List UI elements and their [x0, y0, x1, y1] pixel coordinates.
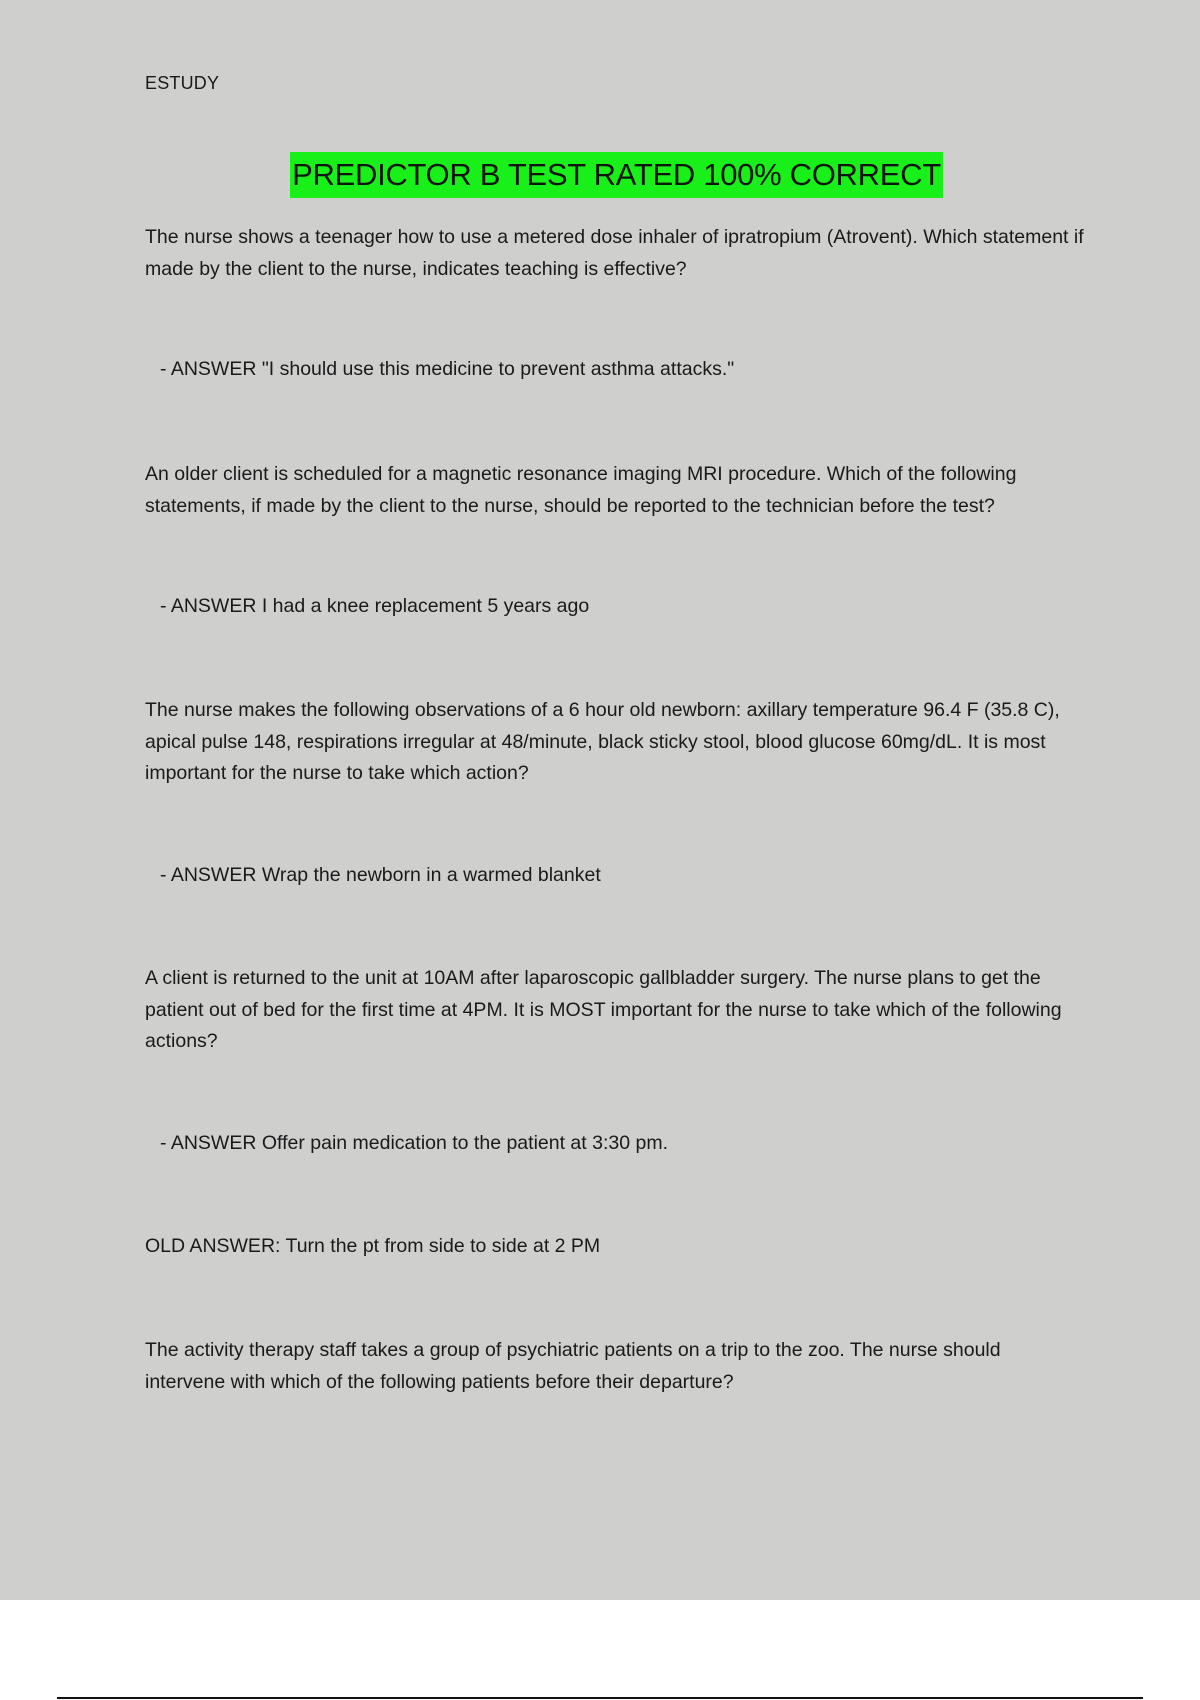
answer-text: - ANSWER Offer pain medication to the patient at 3:30 pm. — [160, 1132, 668, 1154]
question-text: The activity therapy staff takes a group of psychiatric patients on a trip to the zoo. The nurse should intervene with which of the following patients before their departure? — [145, 1339, 1001, 1393]
question-text: The nurse shows a teenager how to use a metered dose inhaler of ipratropium (Atrovent). Which statement if made by the client to the nurse, indicates teaching is effective? — [145, 226, 1084, 280]
answer-text: - ANSWER Wrap the newborn in a warmed blanket — [160, 864, 601, 886]
answer-text: - ANSWER I had a knee replacement 5 years ago — [160, 595, 590, 617]
document-title: PREDICTOR B TEST RATED 100% CORRECT — [290, 152, 943, 198]
header-label: ESTUDY — [145, 73, 220, 93]
page-divider — [57, 1697, 1143, 1699]
question-text: An older client is scheduled for a magnetic resonance imaging MRI procedure. Which of the following statements, if made by the client to the nurse, should be reported to the technician before the test? — [145, 463, 1017, 517]
title-wrapper — [0, 152, 1200, 198]
old-answer-text: OLD ANSWER: Turn the pt from side to side at 2 PM — [145, 1235, 601, 1257]
question-text: The nurse makes the following observations of a 6 hour old newborn: axillary temperature 96.4 F (35.8 C), apical pulse 148, respirations irregular at 48/minute, black sticky stool, blood glucose 60mg/dL. It is most important for the nurse to take which action? — [145, 699, 1060, 784]
question-text: A client is returned to the unit at 10AM after laparoscopic gallbladder surgery. The nurse plans to get the patient out of bed for the first time at 4PM. It is MOST important for the nurse to take which of the following actions? — [145, 967, 1062, 1052]
answer-text: - ANSWER "I should use this medicine to prevent asthma attacks." — [160, 358, 735, 380]
